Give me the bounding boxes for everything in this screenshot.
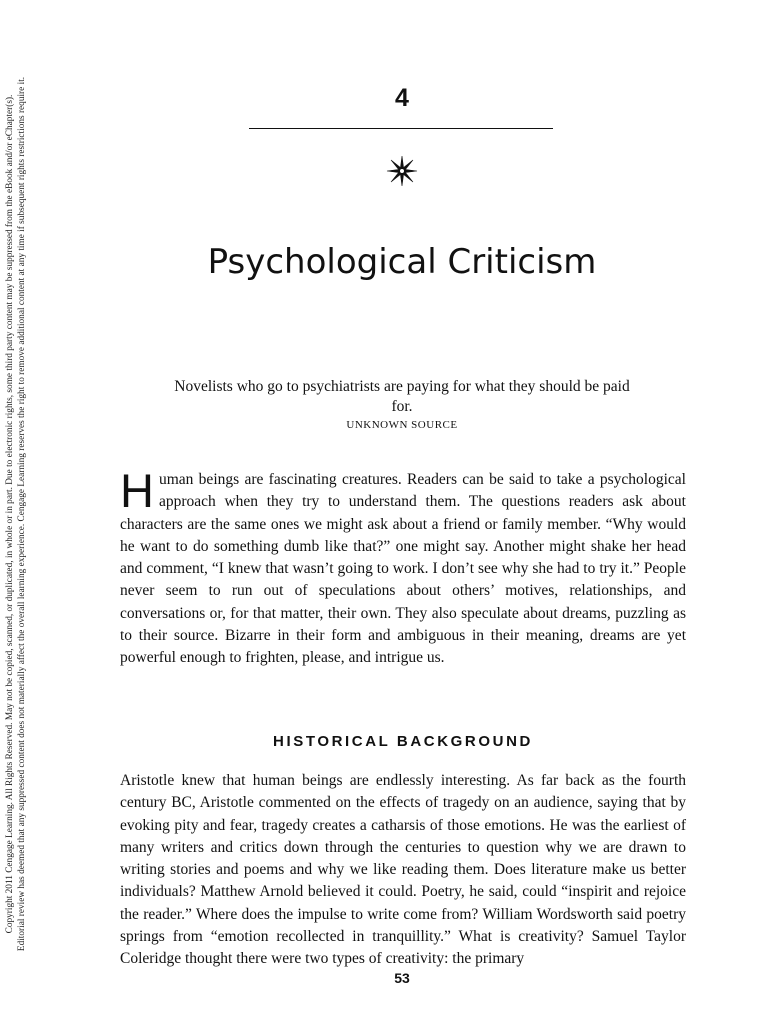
star-ornament-icon: [386, 155, 418, 187]
page-number: 53: [394, 970, 410, 986]
epigraph-source: UNKNOWN SOURCE: [346, 419, 458, 431]
chapter-number: 4: [395, 84, 409, 112]
section-heading: HISTORICAL BACKGROUND: [273, 733, 533, 750]
intro-paragraph: [120, 464, 686, 670]
intro-paragraph-text: uman beings are fascinating creatures. Readers can be said to take a psychological approach when they try to understand them. The questions readers ask about characters are the same ones we might ask about a friend or family member. “Why would he want to do something dumb like that?” one might say. Another might shake her head and comment, “I knew that wasn’t going to work. I don’t see why she had to try it.” People never seem to run out of speculations about others’ motives, relationships, and conversations or, for that matter, their own. They also speculate about dreams, puzzling as to their source. Bizarre in their form and ambiguous in their meaning, dreams are yet powerful enough to frighten, please, and intrigue us.: [120, 471, 686, 667]
copyright-line-1: Copyright 2011 Cengage Learning. All Rights Reserved. May not be copied, scanned, or duplicated, in whole or in part. Due to electronic rights, some third party content may be suppressed from the eBook and/or eChapter(s).: [5, 94, 15, 934]
section-paragraph: Aristotle knew that human beings are endlessly interesting. As far back as the fourth century BC, Aristotle commented on the effects of tragedy on an audience, saying that by evoking pity and fear, tragedy creates a catharsis of those emotions. He was the earliest of many writers and critics down through the centuries to question why we are drawn to writing stories and poems and why we like reading them. Does literature make us better individuals? Matthew Arnold believed it could. Poetry, he said, could “inspirit and rejoice the reader.” Where does the impulse to write come from? William Wordsworth said poetry springs from “emotion recollected in tranquillity.” What is creativity? Samuel Taylor Coleridge thought there were two types of creativity: the primary: [120, 772, 686, 968]
chapter-rule: [249, 128, 553, 129]
copyright-line-2: Editorial review has deemed that any suppressed content does not materially affect the overall learning experience. Cengage Learning reserves the right to remove additional content at any time if subsequent rights restrictions require it.: [17, 76, 27, 952]
drop-cap: H: [120, 464, 154, 517]
copyright-notice: [4, 24, 28, 1004]
epigraph-quote: Novelists who go to psychiatrists are paying for what they should be paid for.: [174, 378, 630, 415]
chapter-title: Psychological Criticism: [207, 242, 597, 282]
